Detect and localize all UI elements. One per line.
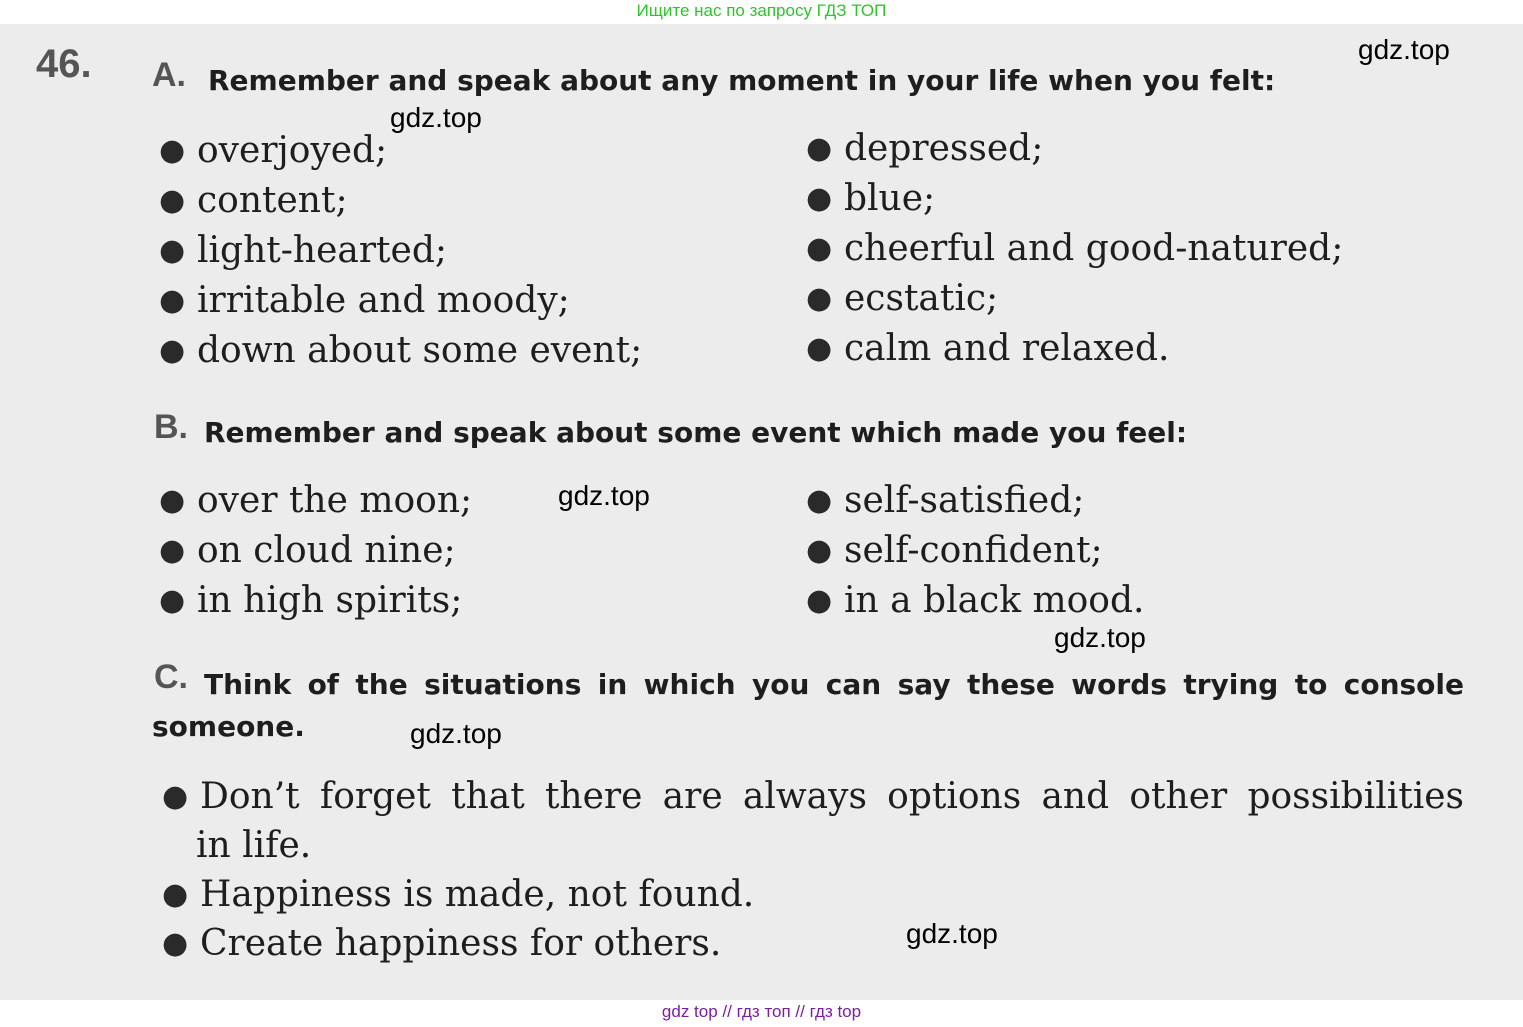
exercise-number: 46. [36,42,92,86]
bullet-icon: ● [159,333,186,368]
section-a-left-list [155,126,642,376]
bullet-icon: ● [806,281,833,316]
list-item: ● in high spirits; [155,576,472,626]
section-b-letter: B. [154,408,188,446]
list-item: ● overjoyed; [155,126,642,176]
bullet-icon: ● [159,133,186,168]
bullet-icon: ● [159,183,186,218]
list-item: ● depressed; [802,124,1343,174]
list-item: ● ecstatic; [802,274,1343,324]
bullet-icon: ● [159,233,186,268]
watermark: gdz.top [1358,34,1450,65]
bullet-icon: ● [162,877,189,912]
watermark: gdz.top [906,918,998,949]
bullet-icon: ● [162,779,189,814]
list-item: ● Create happiness for others. [158,919,1464,968]
bullet-icon: ● [162,926,189,961]
bullet-icon: ● [159,283,186,318]
bullet-icon: ● [159,583,186,618]
watermark: gdz.top [410,718,502,749]
top-banner[interactable]: Ищите нас по запросу ГДЗ ТОП [0,0,1523,22]
section-c-letter: C. [154,658,188,696]
textbook-page [0,24,1523,1000]
bullet-icon: ● [806,533,833,568]
list-item: ● Happiness is made, not found. [158,870,1464,919]
bullet-icon: ● [159,483,186,518]
bullet-icon: ● [806,131,833,166]
list-item: ● content; [155,176,642,226]
section-b-left-list [155,476,472,626]
bullet-icon: ● [806,231,833,266]
list-item: ● down about some event; [155,326,642,376]
list-item: ● self-confident; [802,526,1144,576]
section-c-instruction: Think of the situations in which you can say these words trying to console someone. [152,668,1464,743]
watermark: gdz.top [390,102,482,133]
bottom-banner[interactable]: gdz top // гдз топ // гдз top [0,1000,1523,1027]
list-item: ● on cloud nine; [155,526,472,576]
list-item: ● blue; [802,174,1343,224]
list-item: ● cheerful and good-natured; [802,224,1343,274]
watermark: gdz.top [1054,622,1146,653]
list-item: ● in a black mood. [802,576,1144,626]
section-b-right-list [802,476,1144,626]
list-item: ● calm and relaxed. [802,324,1343,374]
watermark: gdz.top [558,480,650,511]
list-item: ● irritable and moody; [155,276,642,326]
list-item: ● self-satisfied; [802,476,1144,526]
list-item: ● light-hearted; [155,226,642,276]
section-a-instruction: Remember and speak about any moment in your life when you felt: [208,64,1276,97]
list-item: ● Don’t forget that there are always options and other possibilities [158,772,1464,821]
section-a-right-list [802,124,1343,374]
bullet-icon: ● [806,583,833,618]
list-item-continuation: in life. [196,825,312,866]
section-b-instruction: Remember and speak about some event which made you feel: [204,416,1188,449]
section-c-list [158,772,1464,968]
bullet-icon: ● [806,181,833,216]
bullet-icon: ● [159,533,186,568]
bullet-icon: ● [806,331,833,366]
section-a-letter: A. [152,56,186,94]
bullet-icon: ● [806,483,833,518]
list-item: ● over the moon; [155,476,472,526]
